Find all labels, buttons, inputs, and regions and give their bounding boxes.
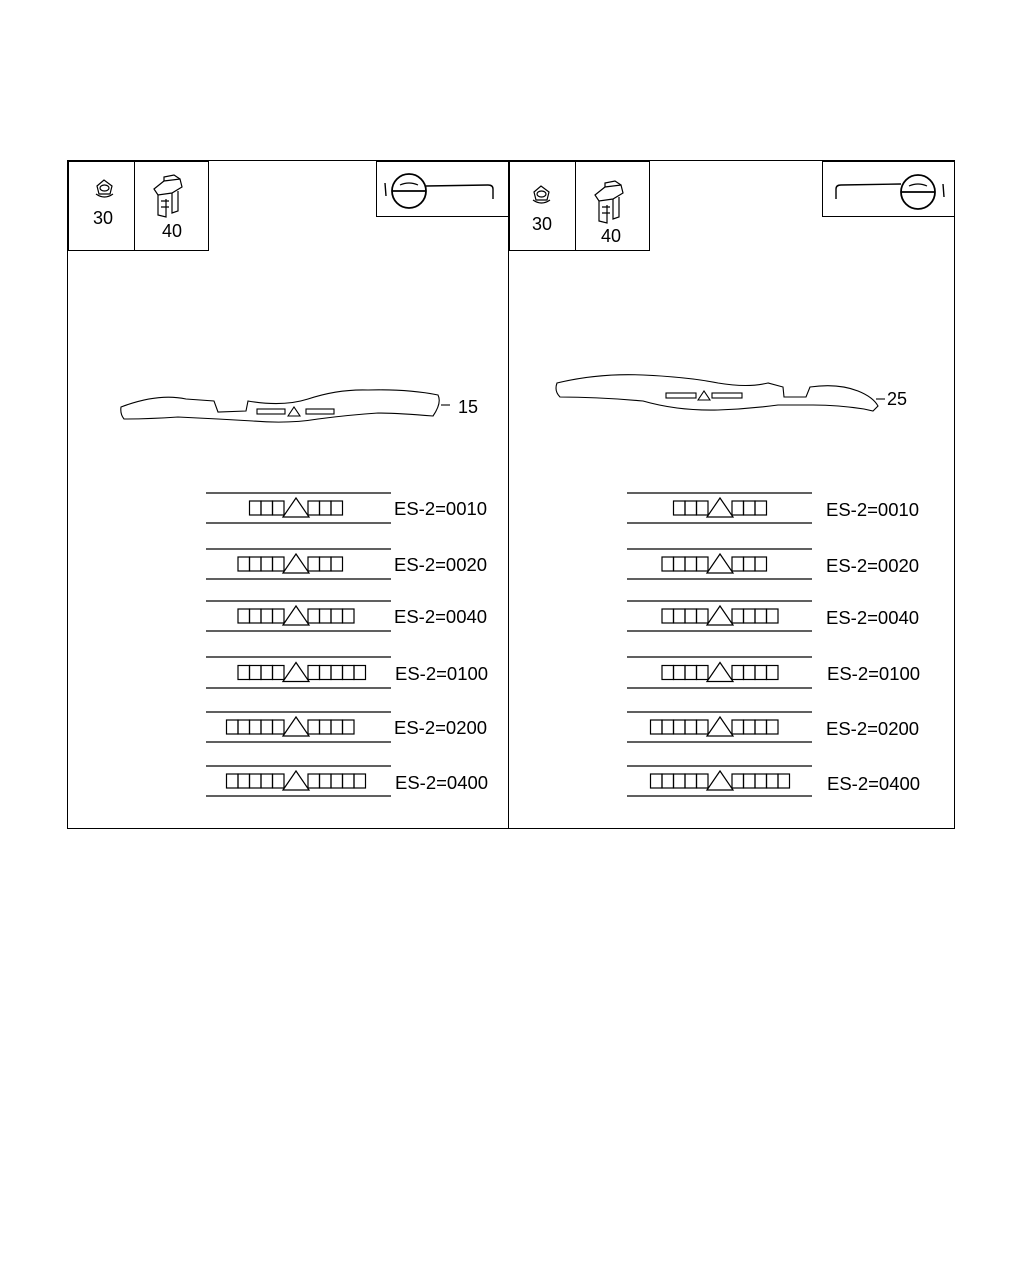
connector-symbol	[627, 549, 812, 579]
part-code: ES-2=0200	[826, 718, 920, 739]
callout-number: 25	[887, 389, 908, 409]
connector-symbol	[627, 493, 812, 523]
part-code: ES-2=0020	[394, 554, 488, 575]
part-code: ES-2=0200	[394, 717, 488, 738]
part-code: ES-2=0010	[394, 498, 488, 519]
connector-symbol	[206, 601, 391, 631]
diagram-illustrations	[68, 161, 956, 830]
part-code: ES-2=0400	[395, 772, 489, 793]
part-code: ES-2=0040	[826, 607, 920, 628]
diagram-frame	[67, 160, 955, 829]
part-code: ES-2=0020	[826, 555, 920, 576]
nut-icon	[533, 186, 550, 203]
connector-symbol	[206, 766, 391, 796]
part-number: 40	[600, 226, 622, 246]
part-code: ES-2=0400	[827, 773, 921, 794]
part-number: 30	[531, 214, 553, 234]
connector-symbol	[206, 657, 391, 688]
clip-icon	[154, 175, 182, 217]
dash-trim-panel-illustration	[121, 390, 450, 422]
clip-icon	[595, 181, 623, 223]
part-code: ES-2=0040	[394, 606, 488, 627]
connector-symbols	[206, 493, 812, 796]
steering-wheel-icon	[385, 174, 493, 208]
connector-symbol	[627, 766, 812, 796]
connector-symbol	[206, 712, 391, 742]
connector-symbol	[627, 712, 812, 742]
part-number: 40	[161, 221, 183, 241]
nut-icon	[96, 180, 113, 197]
part-code: ES-2=0100	[827, 663, 921, 684]
part-code: ES-2=0010	[826, 499, 920, 520]
part-code: ES-2=0100	[395, 663, 489, 684]
connector-symbol	[206, 549, 391, 579]
connector-symbol	[627, 657, 812, 688]
connector-symbol	[627, 601, 812, 631]
callout-number: 15	[458, 397, 479, 417]
steering-wheel-icon	[836, 175, 944, 209]
connector-symbol	[206, 493, 391, 523]
part-number: 30	[92, 208, 114, 228]
dash-trim-panel-illustration	[556, 375, 885, 411]
